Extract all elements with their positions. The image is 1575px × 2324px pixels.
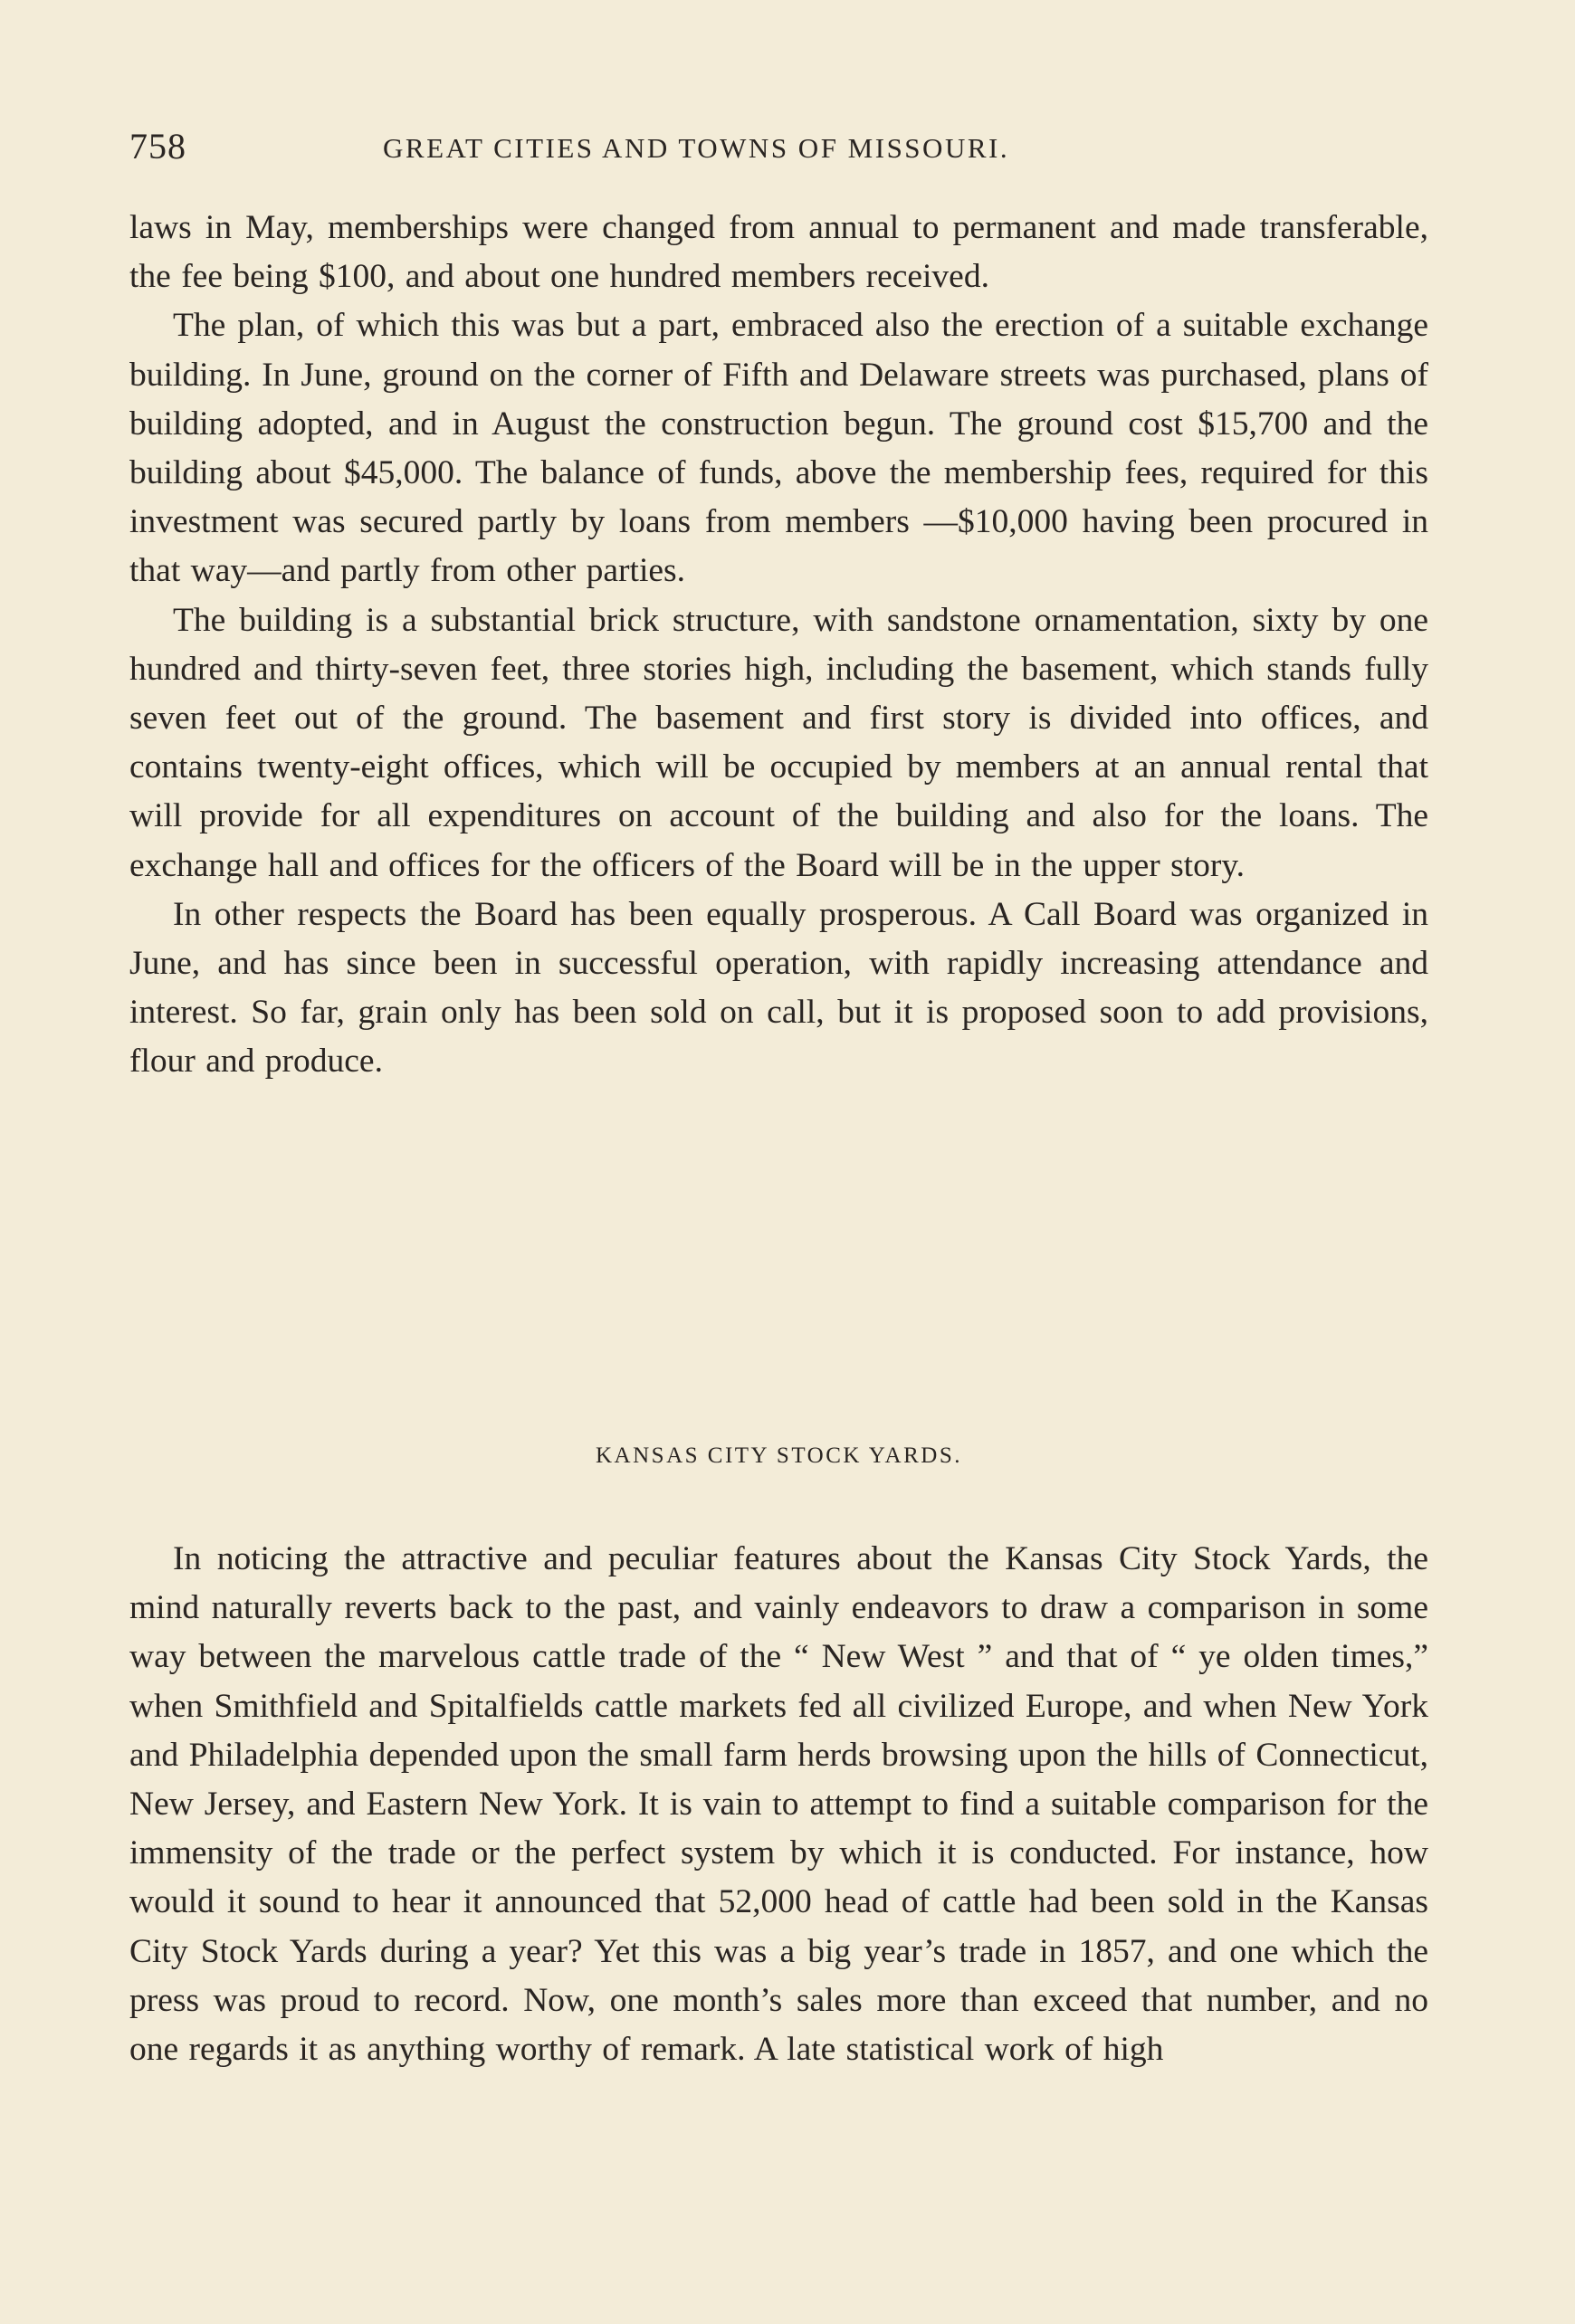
paragraph: The plan, of which this was but a part, embraced also the erection of a suitable exchange building. In June, ground on the corner of Fifth and Delaware streets was purchased, plans of building adopted, and in August the construction begun. The ground cost $15,700 and the building about $45,000. The balance of funds, above the membership fees, required for this investment was secured partly by loans from members —$10,000 having been procured in that way—and partly from other parties. (129, 307, 1428, 590)
section-text (129, 1535, 1428, 2074)
paragraph: In noticing the attractive and peculiar features about the Kansas City Stock Yards, the mind naturally reverts back to the past, and vainly endeavors to draw a comparison in some way between the marvelous cattle trade of the “ New West ” and that of “ ye olden times,” when Smithfield and Spitalfields cattle markets fed all civilized Europe, and when New York and Philadelphia depended upon the small farm herds browsing upon the hills of Connecticut, New Jersey, and Eastern New York. It is vain to attempt to find a suitable comparison for the immensity of the trade or the perfect system by which it is conducted. For instance, how would it sound to hear it announced that 52,000 head of cattle had been sold in the Kansas City Stock Yards during a year? Yet this was a big year’s trade in 1857, and one which the press was proud to record. Now, one month’s sales more than exceed that number, and no one regards it as anything worthy of remark. A late statistical work of high (129, 1540, 1428, 2069)
paragraph: The building is a substantial brick structure, with sandstone ornamentation, sixty by one hundred and thirty-seven feet, three stories high, including the basement, which stands fully seven feet out of the ground. The basement and first story is divided into offices, and contains twenty-eight offices, which will be occupied by members at an annual rental that will provide for all expenditures on account of the building and also for the loans. The exchange hall and offices for the officers of the Board will be in the upper story. (129, 601, 1428, 884)
body-text (129, 204, 1428, 1087)
page-number: 758 (129, 126, 186, 167)
paragraph: In other respects the Board has been equally prosperous. A Call Board was organized in June, and has since been in successful operation, with rapidly increasing attendance and interest. So far, grain only has been sold on call, but it is proposed soon to add provisions, flour and produce. (129, 895, 1428, 1081)
running-title: GREAT CITIES AND TOWNS OF MISSOURI. (383, 132, 1010, 164)
section-heading: KANSAS CITY STOCK YARDS. (596, 1443, 962, 1468)
running-head (129, 125, 1428, 179)
paragraph: laws in May, memberships were changed from annual to permanent and made transferable, the fee being $100, and about one hundred members received. (129, 209, 1428, 296)
